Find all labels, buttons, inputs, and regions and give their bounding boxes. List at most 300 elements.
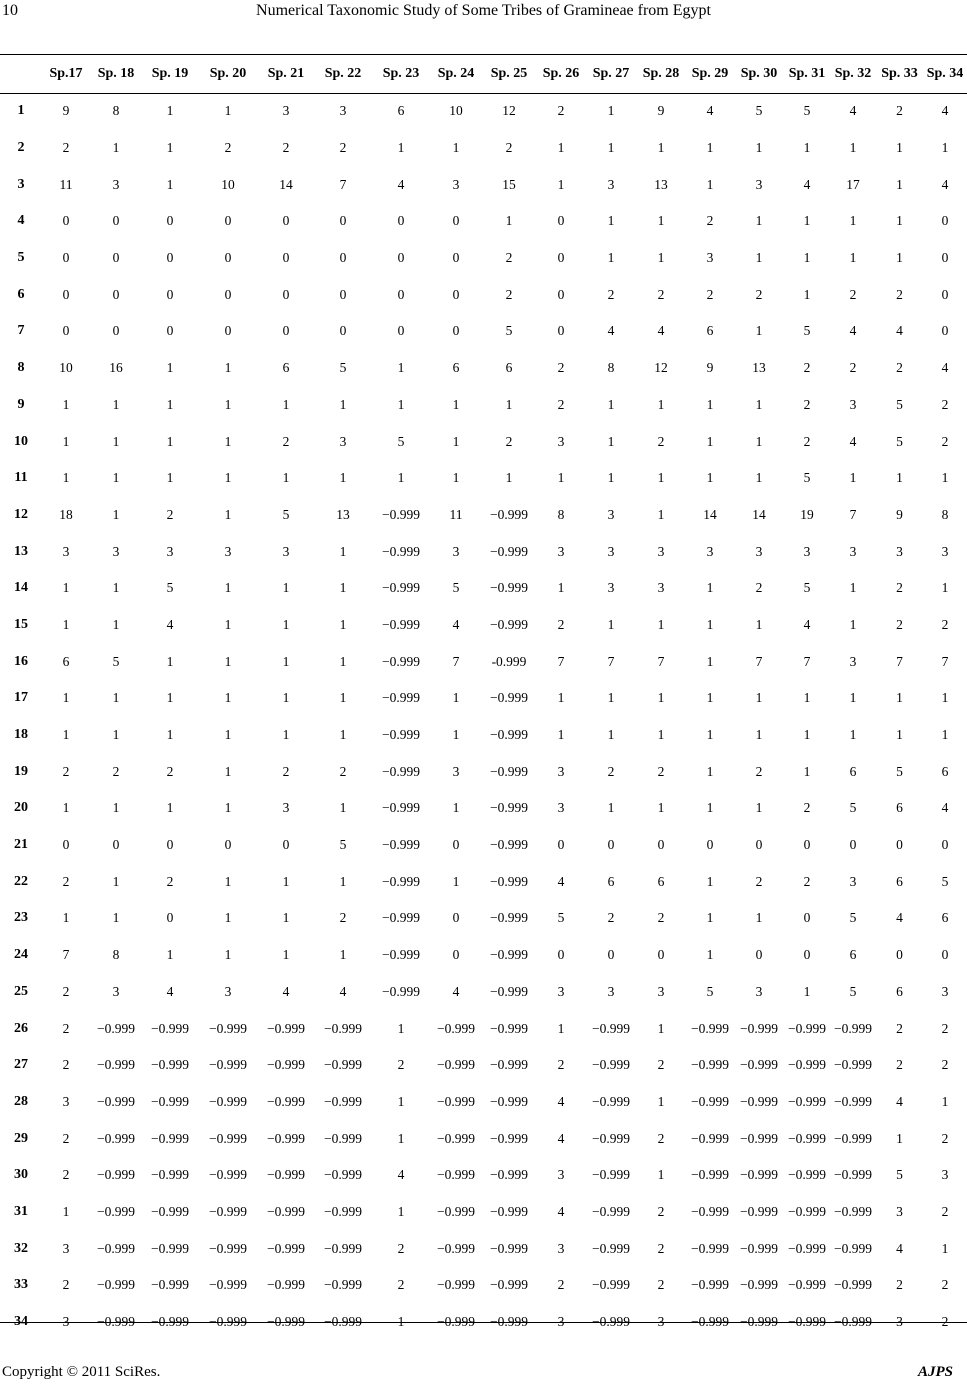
table-cell: 1 (849, 616, 857, 632)
column-header: Sp. 21 (267, 66, 305, 81)
table-cell: 1 (657, 1020, 665, 1036)
table-cell: 2 (62, 1277, 70, 1293)
table-cell: 1 (557, 580, 565, 596)
table-cell: 1 (803, 763, 811, 779)
table-cell: 2 (896, 616, 903, 632)
table-cell: 1 (224, 873, 232, 889)
table-cell: 1 (112, 873, 120, 889)
table-cell: 0 (557, 213, 565, 229)
table-cell: 2 (557, 396, 565, 412)
table-cell: −0.999 (691, 1203, 729, 1219)
table-cell: 1 (112, 690, 120, 706)
table-cell: 1 (112, 140, 120, 156)
table-cell: 1 (607, 140, 615, 156)
table-cell: 1 (62, 580, 70, 596)
table-cell: 1 (339, 947, 347, 963)
column-header: Sp. 30 (740, 66, 778, 81)
table-cell: 2 (224, 140, 232, 156)
table-cell: 1 (112, 396, 120, 412)
table-cell: −0.999 (691, 1240, 729, 1256)
table-cell: 0 (112, 213, 120, 229)
table-cell: 0 (755, 947, 763, 963)
table-cell: 4 (803, 176, 811, 192)
table-cell: 3 (657, 543, 665, 559)
table-cell: 1 (166, 800, 174, 816)
table-cell: 3 (557, 983, 565, 999)
table-cell: −0.999 (151, 1240, 189, 1256)
row-label: 8 (17, 360, 25, 376)
table-cell: 1 (896, 176, 903, 192)
table-cell: 6 (706, 323, 714, 339)
column-header: Sp. 28 (642, 66, 680, 81)
table-cell: −0.999 (209, 1203, 247, 1219)
table-cell: 0 (452, 250, 460, 266)
table-cell: 0 (452, 286, 460, 302)
table-cell: 1 (849, 250, 857, 266)
table-cell: 2 (607, 286, 615, 302)
table-cell: 2 (62, 140, 70, 156)
table-cell: 0 (706, 837, 714, 853)
table-cell: 1 (706, 176, 714, 192)
table-cell: 19 (800, 506, 814, 522)
table-row (0, 1047, 967, 1084)
table-cell: 1 (755, 470, 763, 486)
table-cell: 9 (657, 103, 665, 119)
table-cell: 0 (224, 837, 232, 853)
table-cell: 0 (339, 213, 347, 229)
table-cell: −0.999 (740, 1020, 778, 1036)
table-cell: 0 (112, 323, 120, 339)
table-cell: 1 (941, 140, 949, 156)
table-row (0, 863, 967, 900)
table-cell: 1 (166, 176, 174, 192)
table-cell: 5 (896, 433, 903, 449)
table-cell: 2 (397, 1057, 405, 1073)
table-cell: 1 (706, 910, 714, 926)
table-cell: −0.999 (151, 1093, 189, 1109)
table-cell: 2 (706, 213, 714, 229)
table-cell: 1 (62, 727, 70, 743)
table-cell: 1 (849, 580, 857, 596)
table-cell: 2 (62, 1167, 70, 1183)
table-row (0, 1157, 967, 1194)
table-cell: 6 (849, 947, 857, 963)
table-cell: 3 (896, 543, 903, 559)
table-cell: 0 (282, 837, 290, 853)
running-title: Numerical Taxonomic Study of Some Tribes of Gramineae from Egypt (256, 2, 711, 19)
table-cell: 0 (941, 947, 949, 963)
row-label: 17 (14, 690, 28, 706)
table-cell: 0 (112, 286, 120, 302)
table-cell: 1 (896, 1130, 903, 1146)
table-cell: 1 (657, 140, 665, 156)
table-cell: 1 (706, 873, 714, 889)
table-cell: 1 (657, 396, 665, 412)
table-cell: 3 (282, 103, 290, 119)
table-cell: 1 (62, 396, 70, 412)
table-cell: 0 (397, 323, 405, 339)
table-cell: 4 (849, 103, 857, 119)
table-cell: 2 (896, 1277, 903, 1293)
table-cell: 1 (706, 727, 714, 743)
table-cell: 1 (282, 947, 290, 963)
table-cell: −0.999 (691, 1093, 729, 1109)
row-label: 3 (17, 176, 25, 192)
table-cell: 1 (166, 140, 174, 156)
table-cell: 3 (452, 543, 460, 559)
table-cell: 0 (607, 837, 615, 853)
table-cell: −0.999 (437, 1277, 475, 1293)
table-cell: 1 (339, 470, 347, 486)
table-cell: 1 (607, 213, 615, 229)
table-cell: 1 (62, 433, 70, 449)
table-cell: −0.999 (691, 1167, 729, 1183)
table-cell: 5 (397, 433, 405, 449)
table-cell: 1 (657, 470, 665, 486)
table-row (0, 607, 967, 644)
table-cell: −0.999 (437, 1240, 475, 1256)
table-cell: 0 (166, 250, 174, 266)
table-cell: 1 (62, 616, 70, 632)
table-cell: 1 (339, 580, 347, 596)
table-cell: −0.999 (209, 1314, 247, 1330)
table-cell: −0.999 (209, 1130, 247, 1146)
table-cell: −0.999 (437, 1130, 475, 1146)
row-label: 19 (14, 763, 28, 779)
table-cell: −0.999 (740, 1203, 778, 1219)
table-cell: −0.999 (267, 1167, 305, 1183)
table-cell: 1 (112, 800, 120, 816)
table-cell: 0 (166, 837, 174, 853)
table-cell: −0.999 (382, 947, 420, 963)
table-cell: 2 (112, 763, 120, 779)
table-cell: 0 (941, 213, 949, 229)
table-cell: 1 (755, 323, 763, 339)
table-cell: 3 (339, 433, 347, 449)
table-cell: 4 (607, 323, 615, 339)
table-cell: 1 (224, 616, 232, 632)
table-cell: 3 (657, 1314, 665, 1330)
table-cell: 1 (339, 653, 347, 669)
table-cell: 4 (941, 176, 949, 192)
table-row (0, 1194, 967, 1231)
table-cell: 7 (557, 653, 565, 669)
table-cell: 2 (941, 1277, 949, 1293)
table-cell: 5 (849, 800, 857, 816)
table-cell: 0 (452, 837, 460, 853)
table-cell: 4 (557, 1203, 565, 1219)
table-cell: 1 (849, 727, 857, 743)
table-cell: 5 (803, 580, 811, 596)
table-cell: −0.999 (592, 1020, 630, 1036)
row-label: 21 (14, 837, 28, 853)
table-cell: 1 (557, 140, 565, 156)
table-cell: 2 (896, 360, 903, 376)
table-cell: 0 (339, 323, 347, 339)
table-cell: 1 (706, 763, 714, 779)
table-cell: −0.999 (382, 543, 420, 559)
table-cell: −0.999 (437, 1057, 475, 1073)
table-cell: −0.999 (740, 1314, 778, 1330)
table-cell: 2 (849, 286, 857, 302)
table-cell: −0.999 (490, 1020, 528, 1036)
table-cell: 1 (755, 800, 763, 816)
table-cell: 7 (452, 653, 460, 669)
table-cell: 3 (941, 983, 949, 999)
table-cell: 3 (896, 1203, 903, 1219)
table-cell: 2 (755, 580, 763, 596)
table-cell: 3 (803, 543, 811, 559)
table-cell: 0 (62, 250, 70, 266)
table-cell: 6 (282, 360, 290, 376)
table-cell: 8 (941, 506, 949, 522)
table-cell: 1 (397, 1314, 405, 1330)
table-cell: 3 (557, 763, 565, 779)
table-cell: 0 (607, 947, 615, 963)
running-header (0, 0, 967, 24)
table-cell: −0.999 (691, 1020, 729, 1036)
table-cell: 1 (706, 616, 714, 632)
table-cell: 1 (397, 360, 405, 376)
copyright-notice: Copyright © 2011 SciRes. (2, 1364, 161, 1380)
table-cell: 1 (755, 727, 763, 743)
table-cell: 2 (941, 1057, 949, 1073)
table-cell: 1 (657, 250, 665, 266)
table-cell: 2 (657, 1240, 665, 1256)
table-cell: 5 (849, 983, 857, 999)
table-cell: 0 (941, 837, 949, 853)
row-label: 2 (17, 140, 25, 156)
table-cell: 1 (282, 690, 290, 706)
table-cell: 5 (896, 763, 903, 779)
table-cell: −0.999 (490, 727, 528, 743)
table-cell: 1 (282, 910, 290, 926)
table-cell: 2 (803, 800, 811, 816)
table-cell: 1 (112, 470, 120, 486)
table-cell: 0 (224, 213, 232, 229)
table-cell: −0.999 (834, 1057, 872, 1073)
column-header: Sp. 27 (592, 66, 630, 81)
row-label: 29 (14, 1130, 28, 1146)
table-row (0, 1230, 967, 1267)
table-row (0, 276, 967, 313)
table-cell: 1 (706, 800, 714, 816)
table-cell: 6 (896, 983, 903, 999)
table-cell: −0.999 (834, 1020, 872, 1036)
table-cell: 1 (941, 580, 949, 596)
table-row (0, 166, 967, 203)
table-cell: 1 (112, 616, 120, 632)
table-cell: 1 (896, 250, 903, 266)
table-cell: 3 (896, 1314, 903, 1330)
table-cell: 3 (607, 580, 615, 596)
table-cell: 2 (803, 873, 811, 889)
table-cell: 1 (282, 653, 290, 669)
table-cell: 3 (224, 983, 232, 999)
table-cell: 3 (755, 543, 763, 559)
row-label: 28 (14, 1093, 28, 1109)
table-cell: −0.999 (788, 1020, 826, 1036)
table-cell: −0.999 (490, 763, 528, 779)
row-label: 26 (14, 1020, 28, 1036)
table-cell: 13 (752, 360, 766, 376)
table-cell: −0.999 (267, 1240, 305, 1256)
table-cell: −0.999 (151, 1020, 189, 1036)
table-cell: 1 (166, 433, 174, 449)
table-cell: −0.999 (490, 506, 528, 522)
table-row (0, 350, 967, 387)
table-cell: 6 (657, 873, 665, 889)
table-cell: 1 (706, 690, 714, 706)
table-cell: 0 (112, 837, 120, 853)
table-cell: 5 (452, 580, 460, 596)
table-cell: −0.999 (209, 1240, 247, 1256)
table-cell: 2 (505, 140, 513, 156)
table-cell: 7 (607, 653, 615, 669)
table-cell: 7 (896, 653, 903, 669)
table-cell: 1 (339, 543, 347, 559)
table-cell: 1 (706, 653, 714, 669)
table-cell: 1 (607, 727, 615, 743)
column-header: Sp. 29 (691, 66, 729, 81)
table-cell: 3 (607, 543, 615, 559)
table-cell: 1 (803, 140, 811, 156)
table-cell: 1 (112, 433, 120, 449)
table-cell: 1 (282, 580, 290, 596)
table-cell: 2 (166, 506, 174, 522)
table-cell: 1 (941, 1093, 949, 1109)
table-cell: 1 (557, 176, 565, 192)
table-cell: 2 (607, 763, 615, 779)
table-cell: 4 (452, 616, 460, 632)
table-cell: −0.999 (324, 1020, 362, 1036)
table-cell: 0 (557, 323, 565, 339)
table-cell: 2 (166, 873, 174, 889)
table-cell: 1 (803, 983, 811, 999)
journal-abbreviation: AJPS (917, 1364, 953, 1380)
table-cell: 3 (62, 543, 70, 559)
table-cell: 2 (657, 1277, 665, 1293)
table-cell: −0.999 (592, 1240, 630, 1256)
table-cell: −0.999 (382, 506, 420, 522)
table-cell: −0.999 (324, 1203, 362, 1219)
table-cell: −0.999 (151, 1057, 189, 1073)
table-cell: 1 (557, 1020, 565, 1036)
table-cell: 3 (557, 433, 565, 449)
table-cell: 1 (803, 690, 811, 706)
table-cell: 5 (706, 983, 714, 999)
table-cell: −0.999 (788, 1093, 826, 1109)
table-cell: 1 (339, 873, 347, 889)
page-number: 10 (2, 2, 18, 19)
table-cell: −0.999 (97, 1057, 135, 1073)
table-cell: −0.999 (490, 543, 528, 559)
table-cell: 1 (452, 140, 460, 156)
table-cell: 6 (505, 360, 513, 376)
table-cell: 3 (657, 983, 665, 999)
table-cell: 11 (59, 176, 73, 192)
table-cell: 0 (803, 837, 811, 853)
table-cell: 0 (941, 250, 949, 266)
table-cell: −0.999 (788, 1130, 826, 1146)
table-cell: 10 (449, 103, 463, 119)
table-cell: −0.999 (490, 580, 528, 596)
table-cell: 4 (397, 176, 405, 192)
table-cell: 1 (657, 506, 665, 522)
table-cell: 2 (62, 983, 70, 999)
table-cell: −0.999 (97, 1314, 135, 1330)
column-header: Sp. 34 (926, 66, 964, 81)
table-cell: 1 (166, 690, 174, 706)
table-row (0, 130, 967, 167)
table-cell: −0.999 (382, 837, 420, 853)
row-label: 30 (14, 1167, 28, 1183)
table-row (0, 900, 967, 937)
table-cell: 4 (896, 1093, 903, 1109)
table-cell: 5 (849, 910, 857, 926)
table-cell: 2 (657, 433, 665, 449)
table-row (0, 570, 967, 607)
table-cell: 9 (706, 360, 714, 376)
table-header-row (0, 55, 967, 93)
table-cell: 1 (224, 103, 232, 119)
table-cell: 1 (224, 360, 232, 376)
table-cell: 14 (752, 506, 766, 522)
table-cell: 0 (803, 947, 811, 963)
table-cell: 3 (849, 543, 857, 559)
table-row (0, 643, 967, 680)
table-cell: -0.999 (491, 653, 527, 669)
row-label: 14 (14, 580, 28, 596)
table-cell: 0 (166, 213, 174, 229)
table-cell: 4 (557, 873, 565, 889)
table-cell: 1 (607, 396, 615, 412)
table-cell: −0.999 (382, 616, 420, 632)
table-cell: 8 (112, 103, 120, 119)
table-cell: 0 (166, 286, 174, 302)
table-cell: 2 (282, 140, 290, 156)
table-cell: 3 (557, 543, 565, 559)
table-cell: 0 (224, 323, 232, 339)
table-cell: −0.999 (151, 1167, 189, 1183)
table-cell: 2 (657, 1130, 665, 1146)
table-cell: 4 (941, 800, 949, 816)
table-cell: 1 (706, 140, 714, 156)
table-cell: 5 (896, 396, 903, 412)
table-cell: −0.999 (324, 1167, 362, 1183)
table-cell: 3 (282, 800, 290, 816)
table-cell: −0.999 (834, 1277, 872, 1293)
table-cell: 1 (112, 727, 120, 743)
table-cell: 1 (224, 800, 232, 816)
table-cell: 4 (706, 103, 714, 119)
table-cell: 2 (397, 1240, 405, 1256)
table-cell: −0.999 (788, 1277, 826, 1293)
row-label: 15 (14, 616, 28, 632)
table-cell: −0.999 (324, 1277, 362, 1293)
column-header: Sp. 24 (437, 66, 475, 81)
table-cell: 2 (339, 140, 347, 156)
table-cell: −0.999 (691, 1277, 729, 1293)
table-cell: 5 (339, 360, 347, 376)
table-cell: 1 (224, 653, 232, 669)
table-cell: 1 (607, 616, 615, 632)
table-cell: 6 (62, 653, 70, 669)
table-cell: −0.999 (324, 1130, 362, 1146)
column-header: Sp.17 (49, 66, 83, 81)
table-cell: 5 (339, 837, 347, 853)
table-cell: 3 (706, 543, 714, 559)
